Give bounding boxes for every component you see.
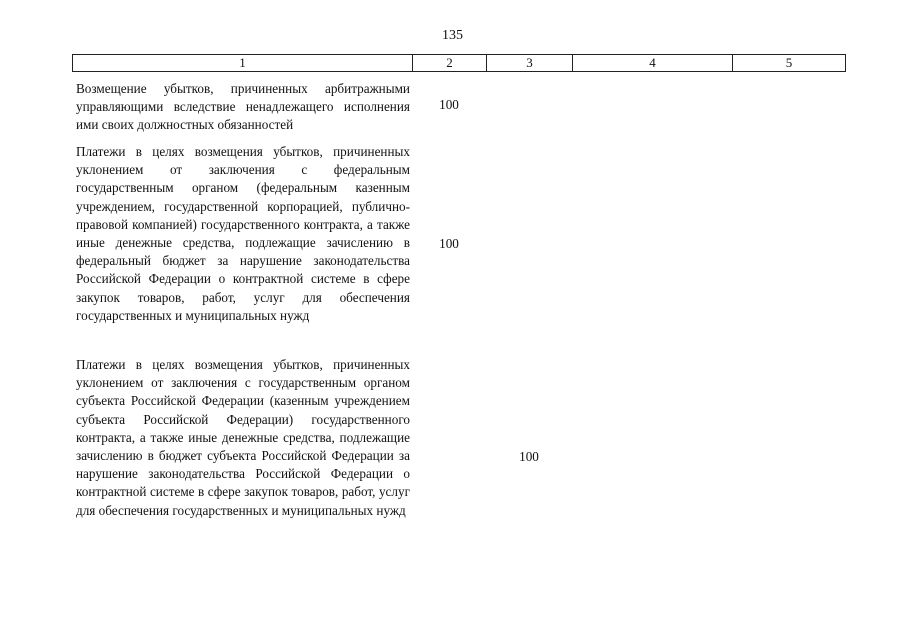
table-row-2-col-2: 100 bbox=[439, 236, 459, 251]
table-header-col-5: 5 bbox=[785, 55, 793, 70]
table-row-3-col-3: 100 bbox=[519, 449, 539, 464]
table-row-3-description: Платежи в целях возмещения убытков, причиненных уклонением от заключения с государственным органом субъекта Российской Федерации (казенным учреждением субъекта Российской Федерации) государственного контракта, а также иные денежные средства, подлежащие зачислению в бюджет субъекта Российской Федерации за нарушение законодательства Российской Федерации о контрактной системе в сфере закупок товаров, работ, услуг для обеспечения государственных и муниципальных нужд bbox=[76, 357, 410, 518]
table-header-col-3: 3 bbox=[487, 55, 573, 71]
table-row-1-col-2: 100 bbox=[439, 97, 459, 112]
table-header-row bbox=[72, 54, 846, 72]
page-number: 135 bbox=[442, 28, 463, 43]
table-row-1-description: Возмещение убытков, причиненных арбитражными управляющими вследствие ненадлежащего исполнения ими своих должностных обязанностей bbox=[76, 81, 410, 133]
table-header-col-1: 1 bbox=[73, 55, 413, 71]
table-header-col-2: 2 bbox=[413, 55, 487, 71]
table-header-col-4: 4 bbox=[573, 55, 733, 71]
table-row-2-description: Платежи в целях возмещения убытков, причиненных уклонением от заключения с федеральным государственным органом (федеральным казенным учреждением, государственной корпорацией, публично-правовой компанией) государственного контракта, а также иные денежные средства, подлежащие зачислению в федеральный бюджет за нарушение законодательства Российской Федерации о контрактной системе в сфере закупок товаров, работ, услуг для обеспечения государственных и муниципальных нужд bbox=[76, 144, 410, 323]
